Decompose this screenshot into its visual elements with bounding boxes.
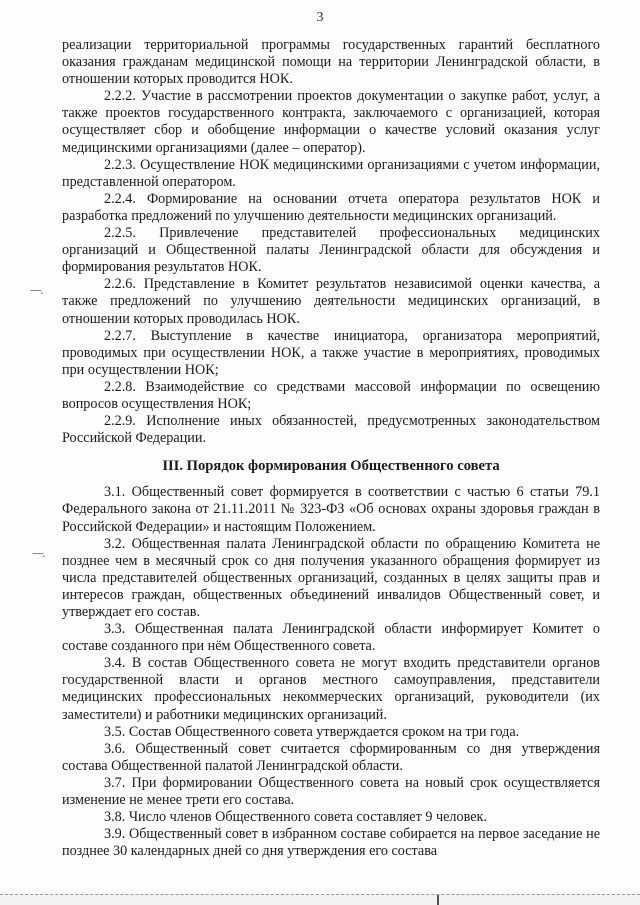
paragraph-2-2-2: 2.2.2. Участие в рассмотрении проектов документации о закупке работ, услуг, а также проектов государственного контракта, заключаемого с организацией, которая осуществляет сбор и обобщение информации о качестве условий оказания услуг медицинскими организациями (далее – оператор). [62, 88, 600, 156]
paragraph-3-7: 3.7. При формировании Общественного совета на новый срок осуществляется изменение не менее трети его состава. [62, 774, 600, 809]
paragraph-3-8: 3.8. Число членов Общественного совета составляет 9 человек. [104, 809, 487, 826]
margin-pen-mark: —. [32, 546, 44, 560]
section-heading: III. Порядок формирования Общественного совета [162, 458, 500, 475]
paragraph-2-2-6: 2.2.6. Представление в Комитет результатов независимой оценки качества, а также предложений по улучшению деятельности медицинских организаций, в отношении которых проводилась НОК. [62, 276, 600, 327]
paragraph-3-3: 3.3. Общественная палата Ленинградской области информирует Комитет о составе созданного при нём Общественного совета. [62, 621, 600, 655]
document-body [62, 37, 600, 860]
paragraph-3-6: 3.6. Общественный совет считается сформированным со дня утверждения состава Общественной палатой Ленинградской области. [62, 740, 600, 774]
scan-edge-tick [437, 895, 439, 905]
margin-pen-mark: —. [30, 283, 42, 297]
paragraph-2-2-5: 2.2.5. Привлечение представителей профессиональных медицинских организаций и Общественной палаты Ленинградской области для обсуждения и формирования результатов НОК. [62, 225, 600, 276]
paragraph-2-2-8: 2.2.8. Взаимодействие со средствами массовой информации по освещению вопросов осуществления НОК; [62, 378, 600, 412]
page-number: 3 [316, 10, 324, 25]
paragraph-continued: реализации территориальной программы государственных гарантий бесплатного оказания гражданам медицинской помощи на территории Ленинградской области, в отношении которых проводится НОК. [62, 37, 600, 88]
scan-bottom-edge [0, 894, 640, 905]
paragraph-2-2-9: 2.2.9. Исполнение иных обязанностей, предусмотренных законодательством Российской Федерации. [62, 413, 600, 447]
paragraph-3-2: 3.2. Общественная палата Ленинградской области по обращению Комитета не позднее чем в месячный срок со дня получения указанного обращения формирует из числа представителей общественных организаций, созданных в целях защиты прав и интересов граждан, общественных объединений инвалидов Общественный совет, и утверждает его состав. [62, 535, 600, 620]
paragraph-3-4: 3.4. В состав Общественного совета не могут входить представители органов государственной власти и органов местного самоуправления, представители медицинских профессиональных некоммерческих организаций, руководители (их заместители) и работники медицинских организаций. [62, 655, 600, 723]
paragraph-3-5: 3.5. Состав Общественного совета утверждается сроком на три года. [104, 723, 520, 740]
paragraph-2-2-3: 2.2.3. Осуществление НОК медицинскими организациями с учетом информации, представленной оператором. [62, 156, 600, 190]
paragraph-2-2-7: 2.2.7. Выступление в качестве инициатора, организатора мероприятий, проводимых при осуществлении НОК, а также участие в мероприятиях, проводимых при осуществлении НОК; [62, 327, 600, 378]
paragraph-3-1: 3.1. Общественный совет формируется в соответствии с частью 6 статьи 79.1 Федерального закона от 21.11.2011 № 323-ФЗ «Об основах охраны здоровья граждан в Российской Федерации» и настоящим Положением. [62, 484, 600, 535]
paragraph-2-2-4: 2.2.4. Формирование на основании отчета оператора результатов НОК и разработка предложений по улучшению деятельности медицинских организаций. [62, 190, 600, 224]
paragraph-3-9: 3.9. Общественный совет в избранном составе собирается на первое заседание не позднее 30 календарных дней со дня утверждения его состава [62, 826, 600, 860]
